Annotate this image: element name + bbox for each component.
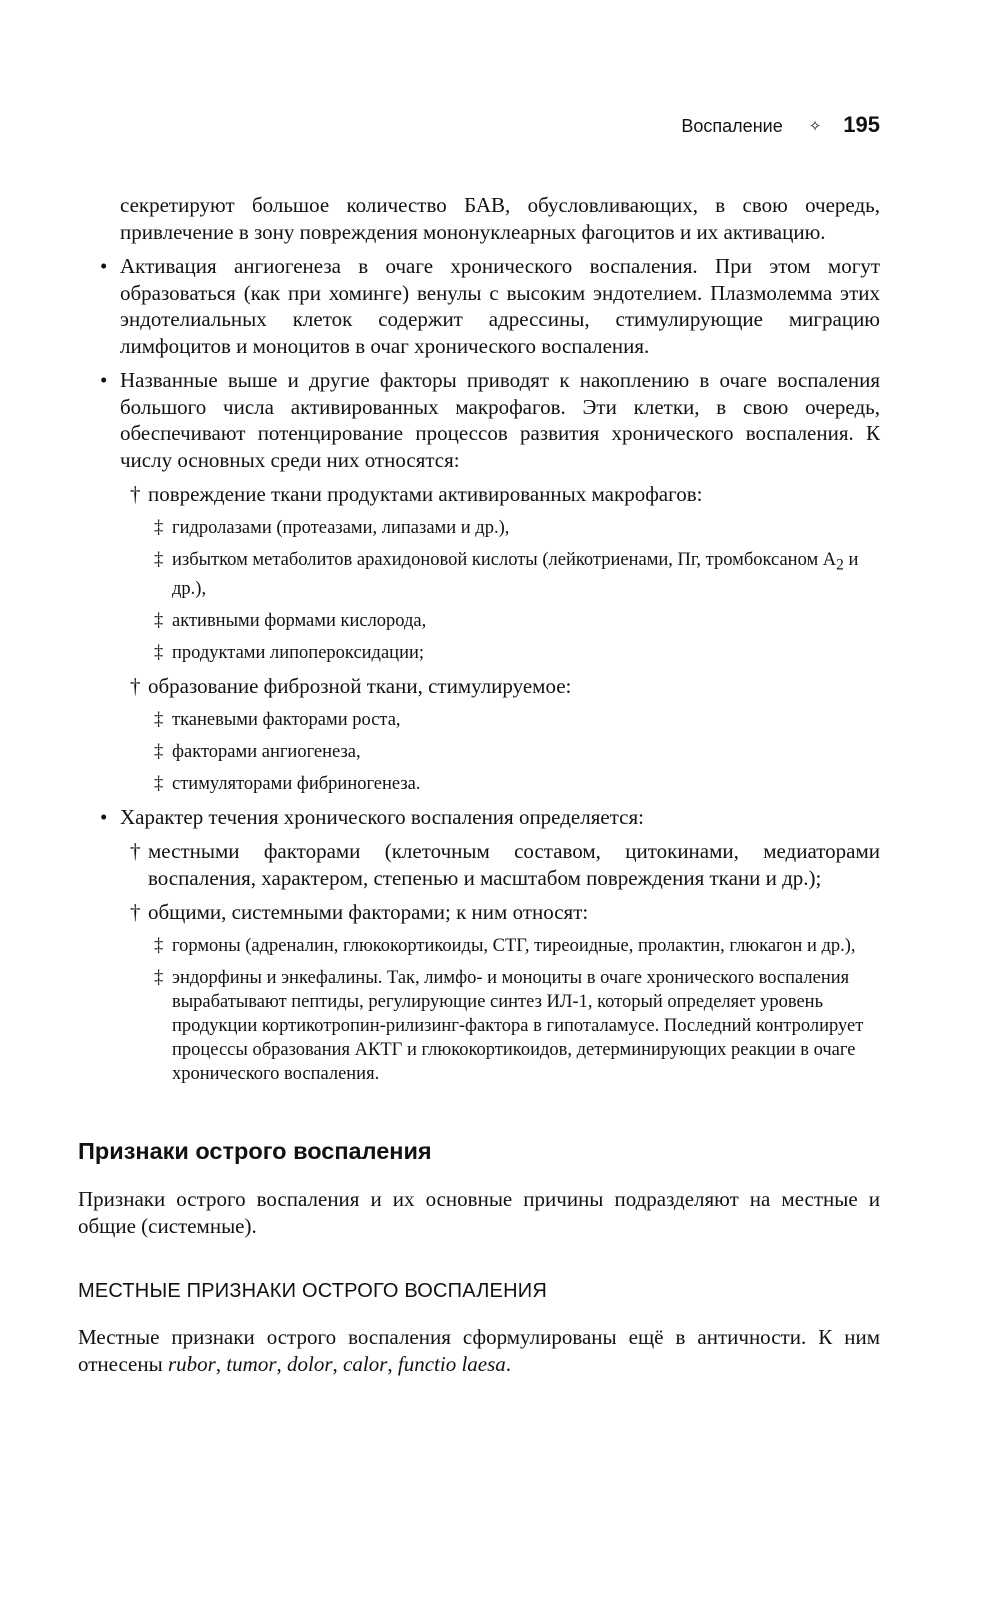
list-item-text: Названные выше и другие факторы приводят к накоплению в очаге воспаления большого числа активированных макрофагов. Эти клетки, в свою очередь, обеспечивают потенцирование процессов развития хронического воспаления. К числу основных среди них относятся:: [120, 368, 880, 472]
latin-term: tumor: [226, 1351, 277, 1376]
section-intro-paragraph: Признаки острого воспаления и их основные причины подразделяют на местные и общие (системные).: [78, 1186, 880, 1238]
list-item-text: гидролазами (протеазами, липазами и др.),: [172, 517, 510, 538]
latin-term: calor: [343, 1351, 388, 1376]
list-item-text: образование фиброзной ткани, стимулируемое:: [148, 674, 572, 699]
double-dagger-marker: ‡: [154, 643, 164, 664]
list-item-text: тканевыми факторами роста,: [172, 709, 401, 730]
subscript-index: 2: [836, 556, 844, 574]
list-item-text: факторами ангиогенеза,: [172, 741, 361, 762]
list-item: [154, 516, 880, 540]
list-item: [154, 966, 880, 1086]
dagger-marker: †: [130, 900, 141, 925]
paragraph-end: .: [505, 1351, 512, 1376]
list-item-text: местными факторами (клеточным составом, цитокинами, медиаторами воспаления, характером, степенью и масштабом повреждения ткани и др.);: [148, 839, 880, 890]
list-item: [130, 899, 880, 926]
dagger-marker: †: [130, 839, 141, 864]
list-item-text: общими, системными факторами; к ним относят:: [148, 900, 589, 925]
list-item: [154, 548, 880, 602]
double-dagger-marker: ‡: [154, 935, 164, 956]
subsection-paragraph: [78, 1324, 880, 1378]
dagger-marker: †: [130, 674, 141, 699]
double-dagger-marker: ‡: [154, 709, 164, 730]
double-dagger-marker: ‡: [154, 549, 164, 570]
double-dagger-marker: ‡: [154, 967, 164, 988]
list-item: [130, 838, 880, 891]
list-item: [100, 367, 880, 473]
list-item-text: активными формами кислорода,: [172, 611, 427, 632]
double-dagger-marker: ‡: [154, 517, 164, 538]
bullet-marker: •: [100, 804, 108, 829]
subsection-text: Местные признаки острого воспаления сформулированы ещё в античности. К ним отнесены: [78, 1324, 880, 1376]
list-item: [154, 708, 880, 732]
page-number: 195: [843, 112, 880, 137]
latin-term: dolor: [287, 1351, 333, 1376]
bullet-marker: •: [100, 254, 108, 278]
list-item: [130, 673, 880, 700]
list-item-text: Активация ангиогенеза в очаге хронического воспаления. При этом могут образоваться (как при хоминге) венулы с высоким эндотелием. Плазмолемма этих эндотелиальных клеток содержит адрессины, стимулирующие миграцию лимфоцитов и моноцитов в очаг хронического воспаления.: [120, 254, 880, 358]
latin-term: functio laesa: [397, 1351, 506, 1376]
list-item-text: избытком метаболитов арахидоновой кислоты (лейкотриенами, Пг, тромбоксаном A: [172, 549, 837, 570]
list-item-text: повреждение ткани продуктами активированных макрофагов:: [148, 482, 703, 506]
list-item-text: стимуляторами фибриногенеза.: [172, 773, 421, 794]
continuation-paragraph: секретируют большое количество БАВ, обусловливающих, в свою очередь, привлечение в зону повреждения мононуклеарных фагоцитов и их активацию.: [120, 193, 880, 244]
list-item-text: продуктами липопероксидации;: [172, 643, 425, 664]
list-item: [154, 934, 880, 958]
term-separator: ,: [387, 1351, 398, 1376]
term-separator: ,: [332, 1351, 344, 1376]
list-item-text: эндорфины и энкефалины. Так, лимфо- и моноциты в очаге хронического воспаления вырабатывают пептиды, регулирующие синтез ИЛ-1, который определяет уровень продукции кортикотропин-рилизинг-фактора в гипоталамусе. Последний контролирует процессы образования АКТГ и глюкокортикоидов, детерминирующих реакции в очаге хронического воспаления.: [172, 967, 864, 1084]
dagger-marker: †: [130, 482, 141, 506]
bullet-marker: •: [100, 368, 108, 392]
list-item-text: гормоны (адреналин, глюкокортикоиды, СТГ, тиреоидные, пролактин, глюкагон и др.),: [172, 935, 856, 956]
list-item: [154, 772, 880, 796]
list-item: [154, 641, 880, 665]
page-header: [0, 112, 880, 138]
list-item-text: Характер течения хронического воспаления определяется:: [120, 804, 644, 829]
double-dagger-marker: ‡: [154, 741, 164, 762]
list-item: [154, 609, 880, 633]
double-dagger-marker: ‡: [154, 773, 164, 794]
subsection-heading: МЕСТНЫЕ ПРИЗНАКИ ОСТРОГО ВОСПАЛЕНИЯ: [78, 1279, 547, 1302]
list-item: [100, 804, 880, 831]
running-title: Воспаление: [681, 116, 783, 136]
list-item: [100, 253, 880, 359]
list-item: [130, 481, 880, 508]
section-heading: Признаки острого воспаления: [78, 1137, 432, 1164]
diamond-ornament-icon: ✧: [808, 117, 822, 135]
list-item-text-end: и др.),: [172, 549, 859, 600]
double-dagger-marker: ‡: [154, 611, 164, 632]
term-separator: ,: [276, 1351, 288, 1376]
latin-term: rubor: [167, 1351, 216, 1376]
page-body: [0, 171, 1004, 1386]
list-item: [154, 740, 880, 764]
term-separator: ,: [215, 1351, 227, 1376]
